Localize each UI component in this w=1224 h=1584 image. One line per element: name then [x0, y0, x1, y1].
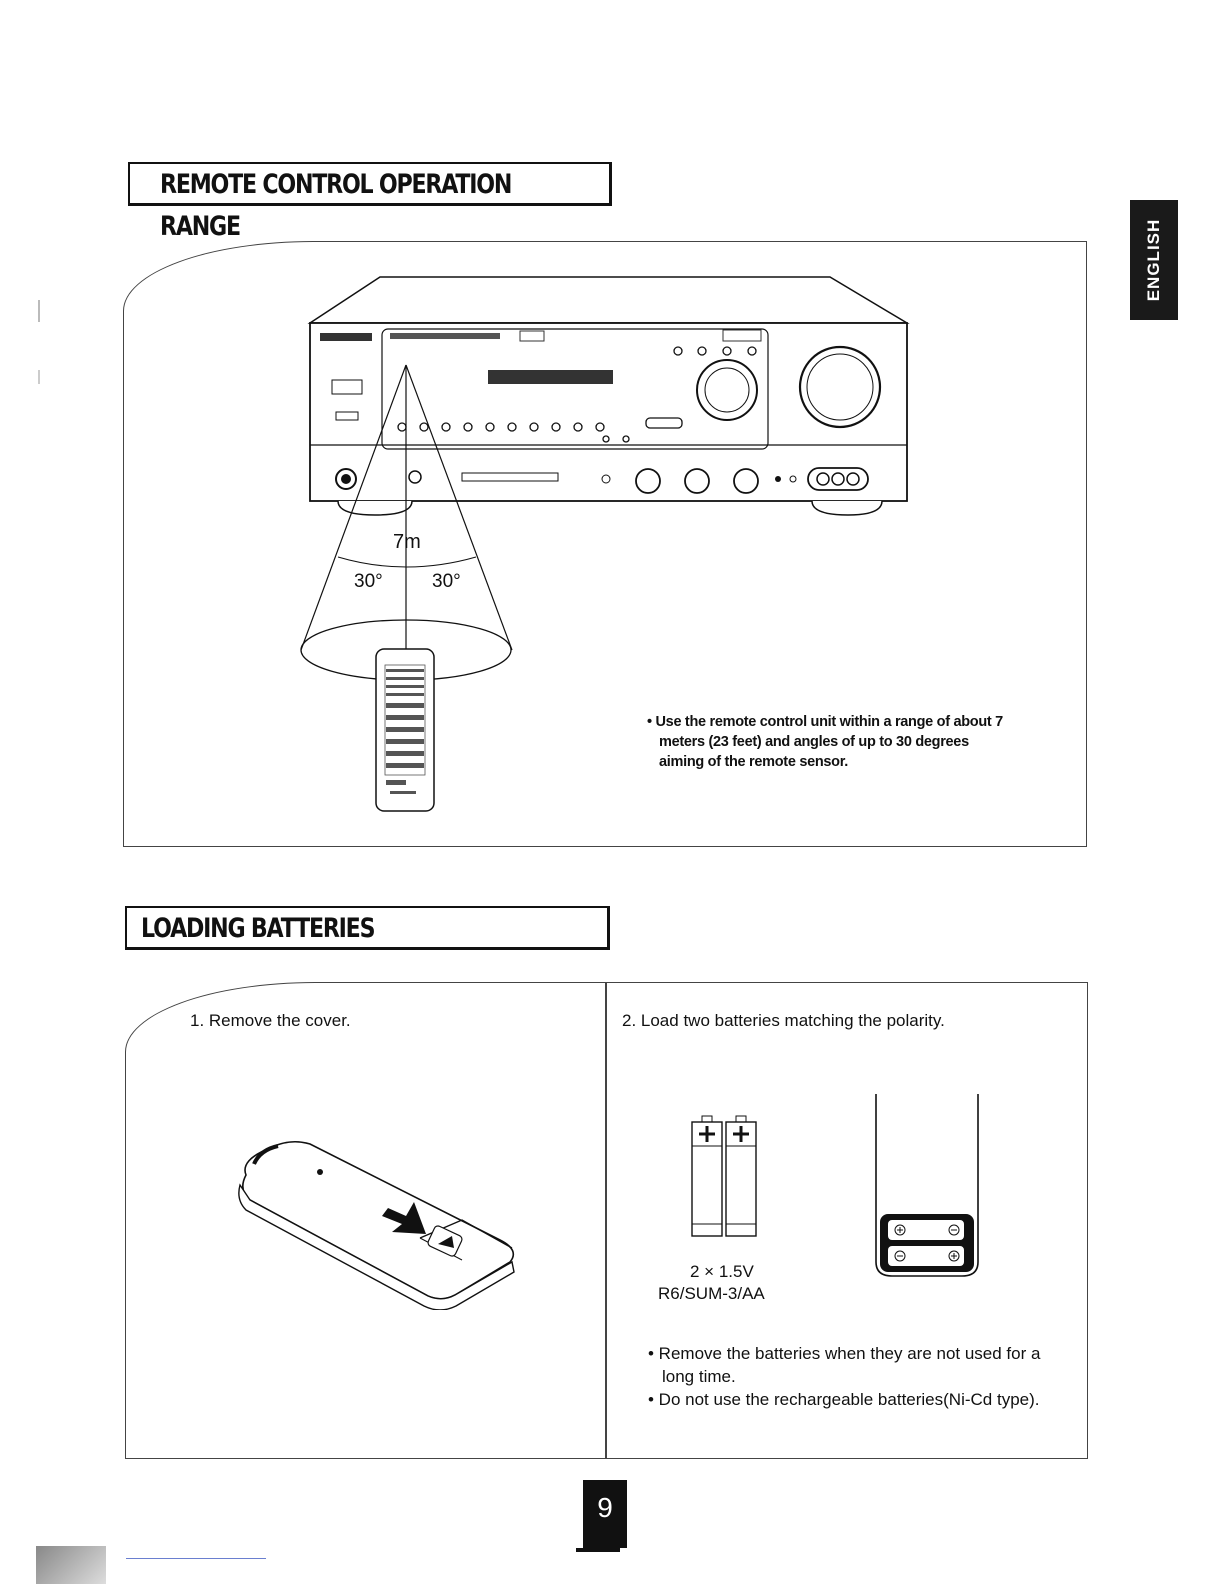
- battery-compartment-illustration: [872, 1092, 982, 1278]
- angle-right-label: 30°: [432, 571, 461, 592]
- language-tab: [1130, 200, 1178, 320]
- remove-cover-illustration: [230, 1130, 530, 1310]
- batteries-illustration: [688, 1114, 762, 1242]
- frame-divider: [605, 982, 607, 1459]
- battery-notes: [648, 1342, 1068, 1411]
- angle-left-label: 30°: [354, 571, 383, 592]
- distance-label: 7m: [393, 531, 421, 553]
- battery-spec-voltage: 2 × 1.5V: [690, 1262, 754, 1281]
- battery-note: • Do not use the rechargeable batteries(Ni-Cd type).: [648, 1390, 1040, 1409]
- margin-mark: [38, 370, 40, 384]
- section-title-remote-range: REMOTE CONTROL OPERATION RANGE: [128, 162, 612, 206]
- bottom-rule: [126, 1558, 266, 1559]
- range-note: [647, 712, 1067, 772]
- page-number: 9: [583, 1480, 627, 1548]
- step2-text: 2. Load two batteries matching the polarity.: [622, 1011, 945, 1030]
- step1-text: 1. Remove the cover.: [190, 1011, 351, 1030]
- battery-spec-type: R6/SUM-3/AA: [658, 1284, 765, 1303]
- range-note-line: meters (23 feet) and angles of up to 30 degrees: [659, 734, 969, 750]
- page-corner-shadow: [36, 1546, 106, 1584]
- battery-note: • Remove the batteries when they are not used for a long time.: [648, 1344, 1041, 1386]
- page-number-underline: [576, 1548, 620, 1552]
- section-title-loading-batteries: LOADING BATTERIES: [125, 906, 610, 950]
- range-note-line: • Use the remote control unit within a range of about 7: [647, 714, 1003, 730]
- range-note-line: aiming of the remote sensor.: [659, 754, 849, 770]
- language-tab-label: ENGLISH: [1144, 218, 1163, 302]
- margin-mark: [38, 300, 40, 322]
